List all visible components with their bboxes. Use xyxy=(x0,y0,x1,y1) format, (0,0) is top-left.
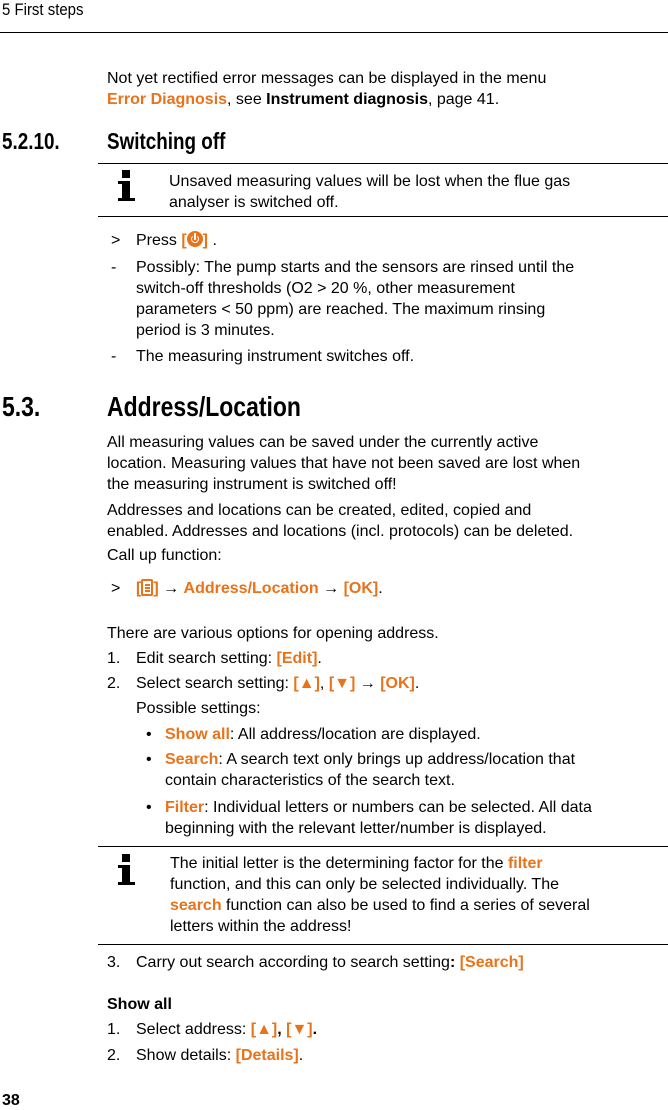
step-1-number: 1. xyxy=(107,650,121,667)
step-2: Select search setting: [▲], [▼] → [OK]. xyxy=(136,675,420,692)
step-3-number: 3. xyxy=(107,954,121,971)
down-key-2[interactable]: [▼] xyxy=(286,1021,313,1038)
section-number-53: 5.3. xyxy=(2,391,41,422)
section-title-switching-off: Switching off xyxy=(107,128,226,154)
intro-paragraph xyxy=(107,68,667,110)
step-3: Carry out search according to search setting: [Search] xyxy=(136,954,524,971)
step-1: Edit search setting: [Edit]. xyxy=(136,650,322,667)
bullet-3: • xyxy=(146,799,152,816)
step-marker: > xyxy=(111,232,121,249)
bullet-filter: Filter: Individual letters or numbers can be selected. All data beginning with the relevant letter/number is displayed. xyxy=(165,799,592,837)
header-divider xyxy=(0,32,668,33)
details-key[interactable]: [Details] xyxy=(235,1047,299,1064)
result-rinsing: Possibly: The pump starts and the sensors are rinsed until the switch-off thresholds (O2 > 20 %, other measurement parameters < 50 ppm) are reached. The maximum rinsing period is 3 minutes. xyxy=(136,259,575,339)
search-key[interactable]: [Search] xyxy=(455,954,524,971)
edit-key[interactable]: [Edit] xyxy=(276,650,318,667)
show-all-step-2: Show details: [Details]. xyxy=(136,1047,304,1064)
result-dash-2: - xyxy=(111,348,117,365)
call-step-marker: > xyxy=(111,580,121,597)
note2-bottom-rule xyxy=(98,944,668,945)
call-up-label: Call up function: xyxy=(107,547,222,564)
intro-text-3: , page 41. xyxy=(427,91,500,108)
call-step: [ ] → Address/Location → [OK]. xyxy=(136,580,383,597)
possible-settings-label: Possible settings: xyxy=(136,700,261,717)
page-number: 38 xyxy=(2,1092,20,1109)
note2-top-rule xyxy=(98,846,668,847)
menu-icon[interactable] xyxy=(141,579,153,596)
bullet-show-all: Show all: All address/location are displayed. xyxy=(165,726,481,743)
ok-key-2[interactable]: [OK] xyxy=(380,675,415,692)
ok-key[interactable]: [OK] xyxy=(343,580,379,597)
up-key[interactable]: [▲] xyxy=(293,675,320,692)
error-diagnosis-link[interactable]: Error Diagnosis xyxy=(107,91,228,108)
result-switches-off: The measuring instrument switches off. xyxy=(136,348,415,365)
address-location-menu[interactable]: Address/Location xyxy=(183,580,319,597)
power-icon[interactable] xyxy=(187,231,203,247)
bullet-search: Search: A search text only brings up address/location that contain characteristics of the search text. xyxy=(165,751,576,789)
step-press-power: Press [ ] . xyxy=(136,232,217,249)
show-all-step-1: Select address: [▲], [▼]. xyxy=(136,1021,318,1038)
note-bottom-rule xyxy=(98,216,668,217)
instrument-diagnosis-ref[interactable]: Instrument diagnosis xyxy=(266,91,428,108)
intro-text: Not yet rectified error messages can be displayed in the menu xyxy=(107,70,547,87)
show-all-heading: Show all xyxy=(107,996,172,1013)
intro-text-2: , see xyxy=(227,91,267,108)
result-dash: - xyxy=(111,259,117,276)
bullet-1: • xyxy=(146,726,152,743)
paragraph-saved-values: All measuring values can be saved under the currently active location. Measuring values that have not been saved are lost when the measuring instrument is switched off! xyxy=(107,434,581,493)
running-header: 5 First steps xyxy=(2,0,84,19)
note-initial-letter: The initial letter is the determining factor for the filter function, and this can only be selected individually. The search function can also be used to find a series of several letters within the address! xyxy=(170,855,590,935)
bullet-2: • xyxy=(146,751,152,768)
note-top-rule xyxy=(98,163,668,164)
step-2-number: 2. xyxy=(107,675,121,692)
note-unsaved-values: Unsaved measuring values will be lost when the flue gas analyser is switched off. xyxy=(169,173,571,211)
down-key[interactable]: [▼] xyxy=(328,675,356,692)
info-icon-2 xyxy=(117,854,135,886)
paragraph-addresses: Addresses and locations can be created, edited, copied and enabled. Addresses and locations (incl. protocols) can be deleted. xyxy=(107,502,574,540)
section-number-5210: 5.2.10. xyxy=(2,128,60,154)
options-paragraph: There are various options for opening address. xyxy=(107,625,439,642)
up-key-2[interactable]: [▲] xyxy=(250,1021,278,1038)
info-icon xyxy=(117,170,135,202)
section-title-address-location: Address/Location xyxy=(107,391,301,422)
show-all-step-1-number: 1. xyxy=(107,1021,121,1038)
show-all-step-2-number: 2. xyxy=(107,1047,121,1064)
